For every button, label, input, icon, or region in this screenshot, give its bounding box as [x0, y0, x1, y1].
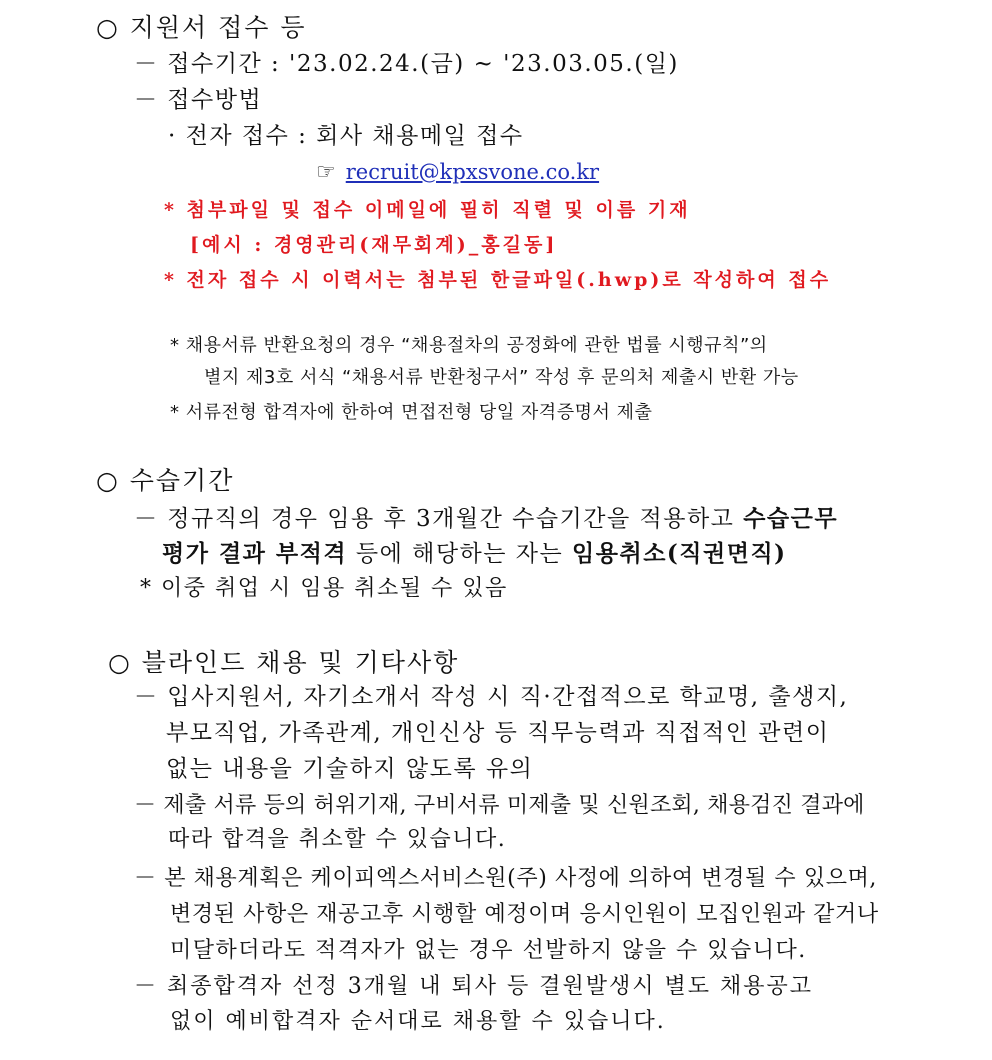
- probation-text-plain: － 정규직의 경우 임용 후 3개월간 수습기간을 적용하고: [134, 506, 744, 532]
- blind-item4-line1: － 최종합격자 선정 3개월 내 퇴사 등 결원발생시 별도 채용공고: [134, 974, 813, 999]
- blind-item2-line1: － 제출 서류 등의 허위기재, 구비서류 미제출 및 신원조회, 채용검진 결과에: [134, 793, 865, 818]
- blind-item2-line2: 따라 합격을 취소할 수 있습니다.: [168, 827, 507, 852]
- application-period: － 접수기간 : '23.02.24.(금) ~ '23.03.05.(일): [134, 51, 679, 77]
- red-note-example: [예시 : 경영관리(재무회계)_홍길동]: [190, 234, 558, 256]
- electronic-submission: · 전자 접수 : 회사 채용메일 접수: [168, 123, 524, 149]
- pointing-hand-icon: ☞: [316, 160, 336, 185]
- note-document-return-1: * 채용서류 반환요청의 경우 “채용절차의 공정화에 관한 법률 시행규칙”의: [170, 335, 768, 356]
- probation-note: * 이중 취업 시 임용 취소될 수 있음: [140, 576, 508, 601]
- note-certificate: * 서류전형 합격자에 한하여 면접전형 당일 자격증명서 제출: [170, 402, 653, 423]
- application-method: － 접수방법: [134, 87, 263, 113]
- blind-item1-line2: 부모직업, 가족관계, 개인신상 등 직무능력과 직접적인 관련이: [166, 720, 830, 746]
- probation-eval-plain: 등에 해당하는 자는: [347, 541, 573, 567]
- probation-line-2: [162, 542, 787, 566]
- blind-item3-line3: 미달하더라도 적격자가 없는 경우 선발하지 않을 수 있습니다.: [170, 938, 807, 963]
- email-line: [316, 162, 599, 184]
- probation-eval-bold: 평가 결과 부적격: [162, 540, 348, 567]
- section-heading-application: ○ 지원서 접수 등: [96, 13, 307, 42]
- red-note-attachment: * 첨부파일 및 접수 이메일에 필히 직렬 및 이름 기재: [164, 199, 691, 221]
- section-heading-blind: ○ 블라인드 채용 및 기타사항: [108, 648, 460, 677]
- blind-item1-line1: － 입사지원서, 자기소개서 작성 시 직·간접적으로 학교명, 출생지,: [134, 684, 849, 710]
- blind-item1-line3: 없는 내용을 기술하지 않도록 유의: [166, 756, 534, 782]
- probation-text-bold: 수습근무: [743, 505, 839, 532]
- red-note-hwp: * 전자 접수 시 이력서는 첨부된 한글파일(.hwp)로 작성하여 접수: [164, 269, 832, 291]
- email-link[interactable]: recruit@kpxsvone.co.kr: [345, 160, 600, 184]
- section-heading-probation: ○ 수습기간: [96, 466, 235, 495]
- blind-item3-line2: 변경된 사항은 재공고후 시행할 예정이며 응시인원이 모집인원과 같거나: [170, 902, 879, 927]
- note-document-return-2: 별지 제3호 서식 “채용서류 반환청구서” 작성 후 문의처 제출시 반환 가능: [204, 367, 799, 388]
- probation-cancel-bold: 임용취소(직권면직): [572, 540, 787, 567]
- blind-item3-line1: － 본 채용계획은 케이피엑스서비스원(주) 사정에 의하여 변경될 수 있으며,: [134, 866, 878, 891]
- blind-item4-line2: 없이 예비합격자 순서대로 채용할 수 있습니다.: [170, 1009, 666, 1034]
- probation-line-1: [134, 507, 838, 531]
